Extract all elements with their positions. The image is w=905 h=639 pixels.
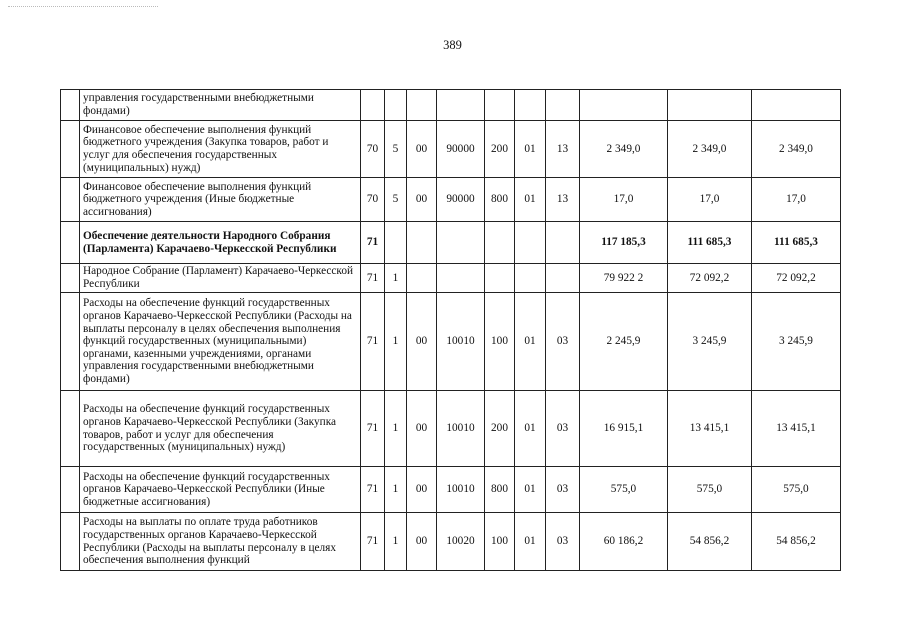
col-code-6 [515,264,546,293]
col-code-7 [546,90,580,121]
amount-1: 79 922 2 [580,264,668,293]
col-code-2 [385,222,407,264]
page-number: 389 [443,38,462,52]
col-code-4 [437,222,485,264]
row-number-cell [61,178,80,222]
row-description: Финансовое обеспечение выполнения функций бюджетного учреждения (Закупка товаров, работ и услуг для обеспечения государственных (муниципальных) нужд) [80,121,361,178]
col-code-6 [515,222,546,264]
col-code-1: 71 [361,513,385,571]
row-number-cell [61,222,80,264]
col-code-2: 5 [385,178,407,222]
col-code-3 [407,222,437,264]
col-code-4: 90000 [437,121,485,178]
amount-1: 575,0 [580,467,668,513]
col-code-2 [385,90,407,121]
row-description: Финансовое обеспечение выполнения функций бюджетного учреждения (Иные бюджетные ассигнования) [80,178,361,222]
table-row [61,121,841,178]
col-code-5: 200 [485,121,515,178]
amount-2: 3 245,9 [668,293,752,391]
col-code-3: 00 [407,513,437,571]
row-description: Расходы на обеспечение функций государственных органов Карачаево-Черкесской Республики (Иные бюджетные ассигнования) [80,467,361,513]
col-code-4 [437,90,485,121]
col-code-6: 01 [515,391,546,467]
col-code-5: 800 [485,467,515,513]
col-code-2: 1 [385,391,407,467]
col-code-1: 71 [361,264,385,293]
col-code-3 [407,90,437,121]
col-code-4: 10010 [437,467,485,513]
col-code-1: 71 [361,391,385,467]
amount-1: 117 185,3 [580,222,668,264]
table-body [61,90,841,571]
row-number-cell [61,293,80,391]
amount-3: 17,0 [752,178,841,222]
col-code-5: 800 [485,178,515,222]
row-description: Народное Собрание (Парламент) Карачаево-Черкесской Республики [80,264,361,293]
col-code-5: 100 [485,293,515,391]
col-code-7 [546,222,580,264]
col-code-2: 1 [385,467,407,513]
col-code-1 [361,90,385,121]
col-code-3: 00 [407,391,437,467]
amount-3: 54 856,2 [752,513,841,571]
col-code-6 [515,90,546,121]
col-code-7: 13 [546,178,580,222]
col-code-1: 70 [361,178,385,222]
amount-2 [668,90,752,121]
table-row [61,264,841,293]
col-code-7: 13 [546,121,580,178]
amount-3: 575,0 [752,467,841,513]
amount-3 [752,90,841,121]
table-row [61,178,841,222]
row-description: управления государственными внебюджетными фондами) [80,90,361,121]
col-code-2: 5 [385,121,407,178]
col-code-7: 03 [546,391,580,467]
amount-2: 13 415,1 [668,391,752,467]
amount-1: 16 915,1 [580,391,668,467]
col-code-1: 70 [361,121,385,178]
col-code-7: 03 [546,513,580,571]
col-code-3: 00 [407,293,437,391]
col-code-4: 10010 [437,391,485,467]
col-code-4: 10010 [437,293,485,391]
col-code-5: 100 [485,513,515,571]
table-row [61,90,841,121]
amount-1: 2 245,9 [580,293,668,391]
col-code-6: 01 [515,121,546,178]
amount-2: 2 349,0 [668,121,752,178]
col-code-7: 03 [546,467,580,513]
col-code-2: 1 [385,293,407,391]
amount-3: 72 092,2 [752,264,841,293]
row-number-cell [61,467,80,513]
table-row [61,391,841,467]
row-number-cell [61,391,80,467]
col-code-1: 71 [361,293,385,391]
col-code-5: 200 [485,391,515,467]
budget-table [60,89,841,571]
col-code-3 [407,264,437,293]
amount-3: 2 349,0 [752,121,841,178]
row-description: Расходы на выплаты по оплате труда работников государственных органов Карачаево-Черкесской Республики (Расходы на выплаты персоналу в целях обеспечения выполнения функций [80,513,361,571]
amount-2: 111 685,3 [668,222,752,264]
col-code-6: 01 [515,513,546,571]
amount-2: 575,0 [668,467,752,513]
col-code-3: 00 [407,121,437,178]
amount-2: 72 092,2 [668,264,752,293]
col-code-2: 1 [385,264,407,293]
col-code-6: 01 [515,178,546,222]
scan-artifact [8,6,158,7]
row-description: Расходы на обеспечение функций государственных органов Карачаево-Черкесской Республики (Закупка товаров, работ и услуг для обеспечения государственных (муниципальных) нужд) [80,391,361,467]
amount-3: 13 415,1 [752,391,841,467]
row-description: Расходы на обеспечение функций государственных органов Карачаево-Черкесской Республики (Расходы на выплаты персоналу в целях обеспечения выполнения функций государственных (муниципальными) органами, казенными учреждениями, органами управления государственными внебюджетными фондами) [80,293,361,391]
col-code-4 [437,264,485,293]
col-code-1: 71 [361,467,385,513]
col-code-6: 01 [515,467,546,513]
col-code-7 [546,264,580,293]
col-code-5 [485,90,515,121]
amount-1: 17,0 [580,178,668,222]
amount-2: 54 856,2 [668,513,752,571]
row-number-cell [61,513,80,571]
amount-3: 3 245,9 [752,293,841,391]
table-row [61,513,841,571]
col-code-6: 01 [515,293,546,391]
col-code-7: 03 [546,293,580,391]
amount-2: 17,0 [668,178,752,222]
row-description: Обеспечение деятельности Народного Собрания (Парламента) Карачаево-Черкесской Республики [80,222,361,264]
amount-1 [580,90,668,121]
col-code-3: 00 [407,467,437,513]
table-row [61,222,841,264]
row-number-cell [61,264,80,293]
col-code-2: 1 [385,513,407,571]
amount-1: 60 186,2 [580,513,668,571]
row-number-cell [61,121,80,178]
col-code-3: 00 [407,178,437,222]
col-code-1: 71 [361,222,385,264]
col-code-5 [485,222,515,264]
table-row [61,293,841,391]
row-number-cell [61,90,80,121]
amount-1: 2 349,0 [580,121,668,178]
amount-3: 111 685,3 [752,222,841,264]
col-code-4: 10020 [437,513,485,571]
col-code-4: 90000 [437,178,485,222]
col-code-5 [485,264,515,293]
table-row [61,467,841,513]
